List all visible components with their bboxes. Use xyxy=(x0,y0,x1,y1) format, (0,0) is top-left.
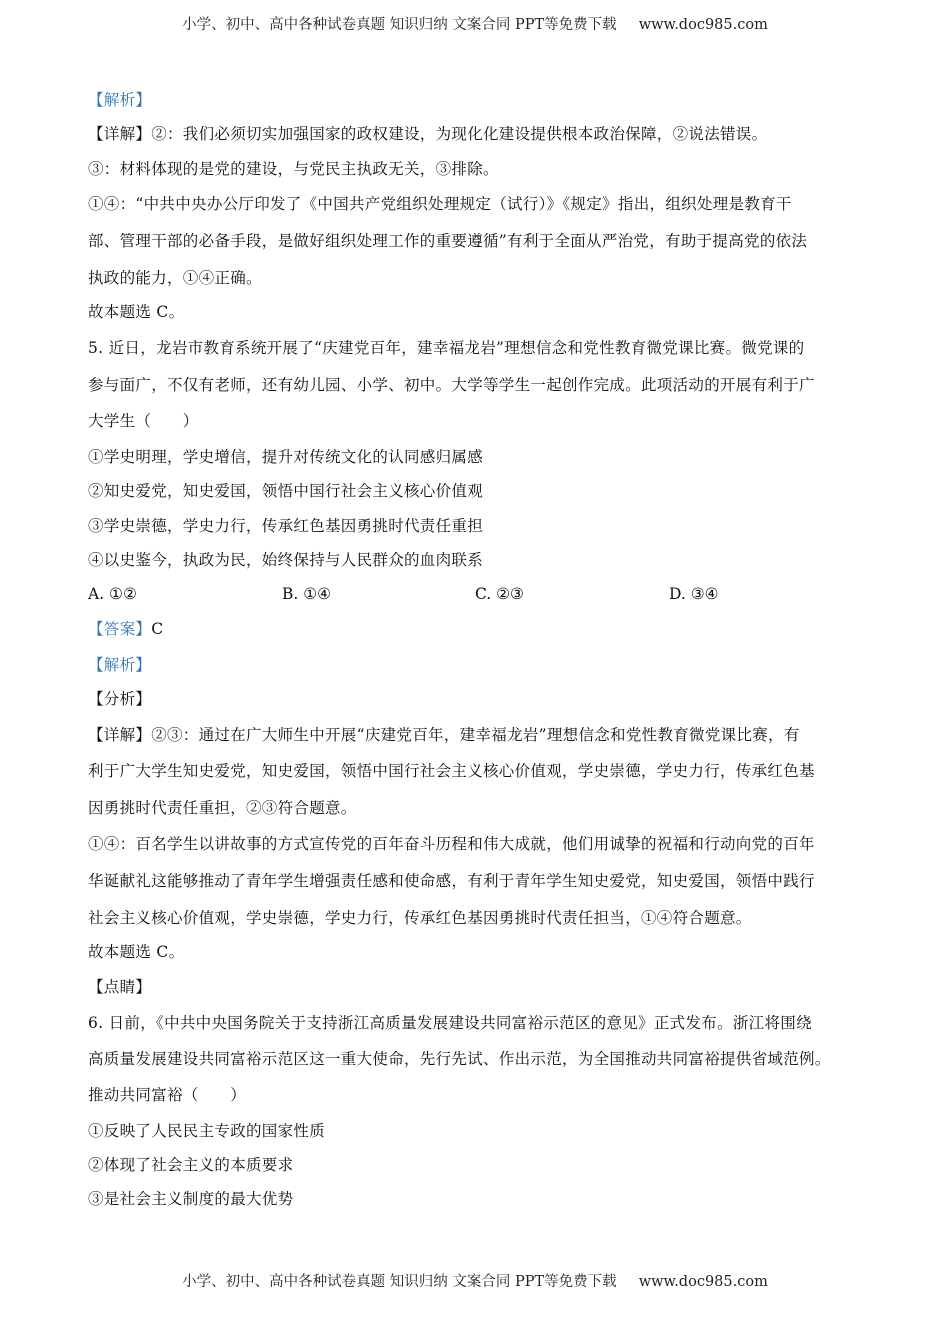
detail-line: 华诞献礼这能够推动了青年学生增强责任感和使命感，有利于青年学生知史爱党，知史爱国，领悟中践行 xyxy=(88,872,815,890)
conclusion-line: 故本题选 C。 xyxy=(88,943,185,961)
page-header xyxy=(0,13,950,34)
detail-line: 社会主义核心价值观，学史崇德，学史力行，传承红色基因勇挑时代责任担当，①④符合题意。 xyxy=(88,909,752,927)
question-stem-line: 参与面广，不仅有老师，还有幼儿园、小学、初中。大学等学生一起创作完成。此项活动的开展有利于广 xyxy=(88,376,815,394)
answer-value: C xyxy=(151,620,164,638)
question-stem-line: 6. 日前，《中共中央国务院关于支持浙江高质量发展建设共同富裕示范区的意见》正式发布。浙江将围绕 xyxy=(88,1014,812,1032)
detail-line: ①④：百名学生以讲故事的方式宣传党的百年奋斗历程和伟大成就，他们用诚挚的祝福和行动向党的百年 xyxy=(88,835,815,853)
detail-line: 【详解】②③：通过在广大师生中开展“庆建党百年，建幸福龙岩”理想信念和党性教育微党课比赛，有 xyxy=(88,726,800,744)
footer-url[interactable]: www.doc985.com xyxy=(638,1274,768,1290)
statement: ①学史明理，学史增信，提升对传统文化的认同感归属感 xyxy=(88,448,484,466)
statement: ②体现了社会主义的本质要求 xyxy=(88,1156,294,1174)
statement: ③是社会主义制度的最大优势 xyxy=(88,1190,294,1208)
dianjing-tag: 【点睛】 xyxy=(88,978,152,996)
statement: ②知史爱党，知史爱国，领悟中国行社会主义核心价值观 xyxy=(88,482,484,500)
detail-line: 部、管理干部的必备手段，是做好组织处理工作的重要遵循”有利于全面从严治党，有助于提高党的依法 xyxy=(88,232,808,250)
fenxi-tag: 【分析】 xyxy=(88,690,152,708)
option-a: A. ①② xyxy=(88,585,137,603)
question-stem-line: 大学生（ ） xyxy=(88,412,199,430)
question-stem-line: 推动共同富裕（ ） xyxy=(88,1086,247,1104)
question-stem-line: 5. 近日，龙岩市教育系统开展了“庆建党百年，建幸福龙岩”理想信念和党性教育微党课比赛。微党课的 xyxy=(88,339,805,357)
statement: ③学史崇德，学史力行，传承红色基因勇挑时代责任重担 xyxy=(88,517,484,535)
answer-line xyxy=(88,619,163,639)
analysis-tag: 【解析】 xyxy=(88,656,152,674)
page-footer xyxy=(0,1270,950,1291)
question-stem-line: 高质量发展建设共同富裕示范区这一重大使命，先行先试、作出示范，为全国推动共同富裕提供省域范例。 xyxy=(88,1050,831,1068)
detail-line: ①④：“中共中央办公厅印发了《中国共产党组织处理规定（试行）》《规定》指出，组织处理是教育干 xyxy=(88,195,792,213)
detail-line: 【详解】②：我们必须切实加强国家的政权建设，为现化化建设提供根本政治保障，②说法错误。 xyxy=(88,125,768,143)
conclusion-line: 故本题选 C。 xyxy=(88,303,185,321)
detail-line: 执政的能力，①④正确。 xyxy=(88,269,262,287)
analysis-tag: 【解析】 xyxy=(88,91,152,109)
header-text: 小学、初中、高中各种试卷真题 知识归纳 文案合同 PPT等免费下载 xyxy=(182,17,617,33)
header-url[interactable]: www.doc985.com xyxy=(638,17,768,33)
statement: ①反映了人民民主专政的国家性质 xyxy=(88,1122,326,1140)
option-c: C. ②③ xyxy=(475,585,524,603)
option-d: D. ③④ xyxy=(669,585,719,603)
answer-tag: 【答案】 xyxy=(88,620,152,638)
detail-line: 利于广大学生知史爱党，知史爱国，领悟中国行社会主义核心价值观，学史崇德，学史力行，传承红色基 xyxy=(88,762,815,780)
option-b: B. ①④ xyxy=(282,585,332,603)
detail-line: ③：材料体现的是党的建设，与党民主执政无关，③排除。 xyxy=(88,160,499,178)
footer-text: 小学、初中、高中各种试卷真题 知识归纳 文案合同 PPT等免费下载 xyxy=(182,1274,617,1290)
statement: ④以史鉴今，执政为民，始终保持与人民群众的血肉联系 xyxy=(88,551,484,569)
detail-line: 因勇挑时代责任重担，②③符合题意。 xyxy=(88,799,357,817)
